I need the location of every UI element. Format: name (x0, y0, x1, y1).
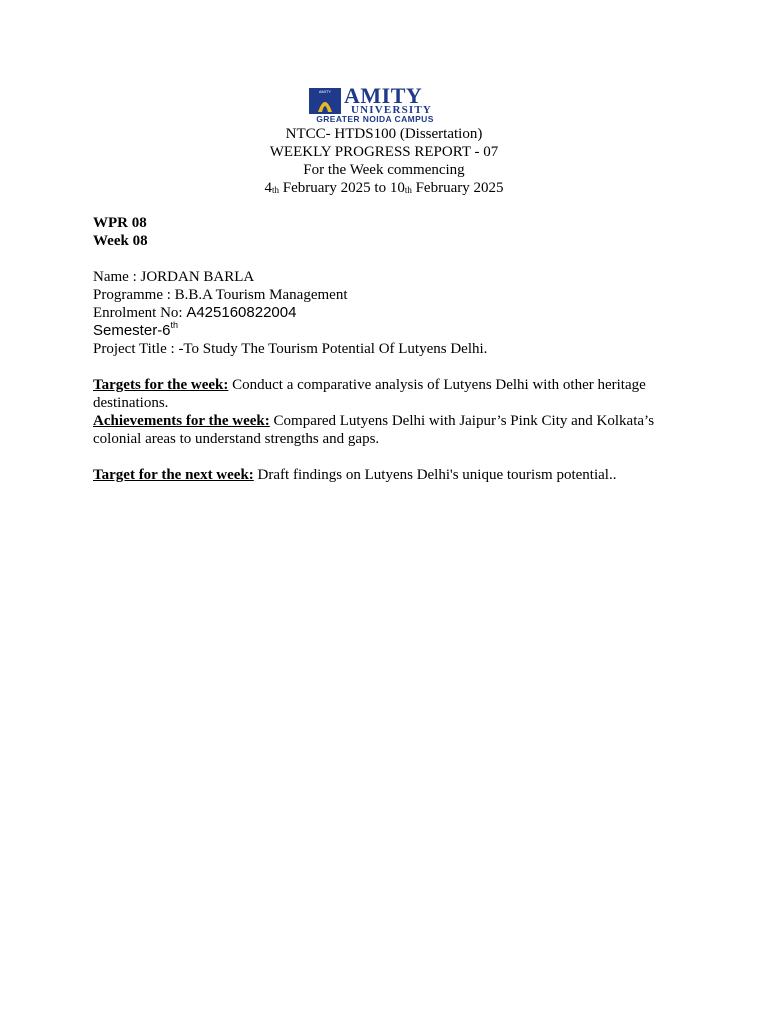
programme-label: Programme : (93, 287, 175, 303)
report-body (93, 214, 683, 484)
date-end-rest: February 2025 (411, 180, 504, 196)
date-start-suffix: th (271, 185, 279, 195)
achievements-text: Compared Lutyens Delhi with Jaipur’s Pink City and Kolkata’s colonial areas to understand strengths and gaps. (93, 413, 655, 447)
week-number: Week 08 (93, 233, 148, 249)
enrolment-number: A425160822004 (186, 304, 297, 321)
course-code: NTCC- HTDS100 (Dissertation) (285, 126, 483, 142)
achievements-label: Achievements for the week: (93, 413, 270, 429)
date-start-rest: February 2025 to 10 (279, 180, 405, 196)
project-label: Project Title : (93, 341, 179, 357)
next-week-text: Draft findings on Lutyens Delhi's unique tourism potential.. (253, 467, 617, 483)
emblem-label: AMITY (318, 89, 332, 94)
next-week-label: Target for the next week: (93, 467, 254, 483)
targets-paragraph (93, 376, 683, 412)
semester-line (93, 322, 683, 340)
student-name: JORDAN BARLA (140, 269, 255, 285)
enrolment-label: Enrolment No: (93, 305, 187, 321)
logo-subword: UNIVERSITY (351, 104, 433, 116)
project-title-line (93, 340, 683, 358)
amity-university-logo (309, 83, 441, 126)
date-start-num: 4 (264, 180, 272, 196)
targets-label: Targets for the week: (93, 377, 229, 393)
semester-label: Semester-6 (93, 322, 171, 339)
week-commencing: For the Week commencing (303, 162, 465, 178)
date-range (0, 179, 768, 197)
student-name-line (93, 268, 683, 286)
enrolment-line (93, 304, 683, 322)
report-header (0, 125, 768, 197)
logo-campus: GREATER NOIDA CAMPUS (316, 114, 434, 124)
logo-wordmark: AMITY (344, 83, 423, 108)
name-label: Name : (93, 269, 141, 285)
targets-text: Conduct a comparative analysis of Lutyens Delhi with other heritage destinations. (93, 377, 646, 411)
date-end-suffix: th (404, 185, 412, 195)
next-week-paragraph (93, 466, 683, 484)
programme-value: B.B.A Tourism Management (174, 287, 348, 303)
programme-line (93, 286, 683, 304)
wpr-number: WPR 08 (93, 215, 147, 231)
achievements-paragraph (93, 412, 683, 448)
project-title: -To Study The Tourism Potential Of Lutyens Delhi. (178, 341, 488, 357)
university-emblem-icon (309, 88, 341, 114)
report-title: WEEKLY PROGRESS REPORT - 07 (269, 144, 499, 160)
semester-suffix: th (170, 320, 179, 330)
